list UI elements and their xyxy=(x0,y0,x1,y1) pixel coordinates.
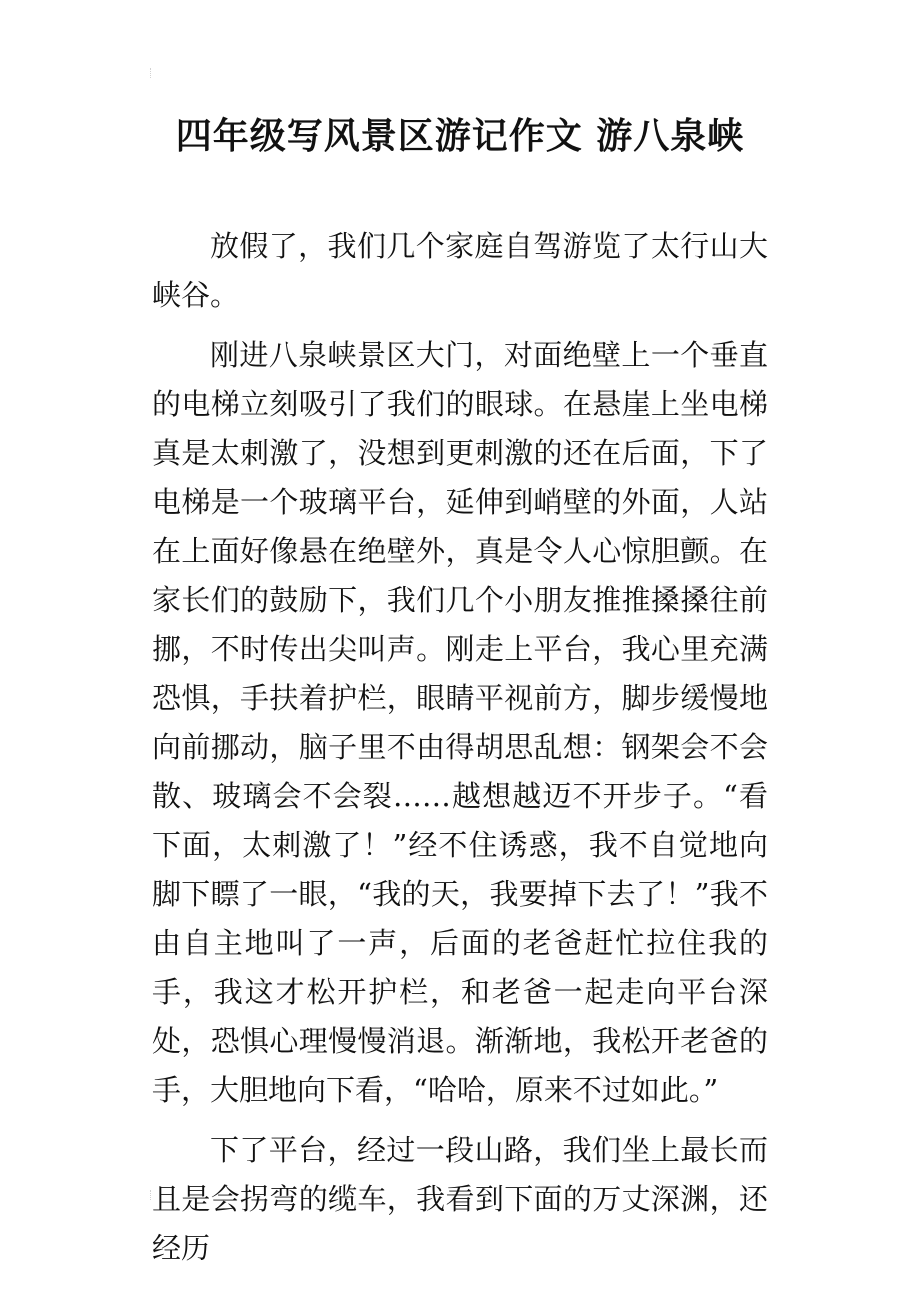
scan-mark-bottom xyxy=(150,1190,157,1200)
scan-mark-top xyxy=(150,68,157,78)
paragraph-1: 放假了，我们几个家庭自驾游览了太行山大峡谷。 xyxy=(152,229,768,312)
paragraph-2: 刚进八泉峡景区大门，对面绝壁上一个垂直的电梯立刻吸引了我们的眼球。在悬崖上坐电梯真是太刺激了，没想到更刺激的还在后面，下了电梯是一个玻璃平台，延伸到峭壁的外面，人站在上面好像悬在绝壁外，真是令人心惊胆颤。在家长们的鼓励下，我们几个小朋友推推搡搡往前挪，不时传出尖叫声。刚走上平台，我心里充满恐惧，手扶着护栏，眼睛平视前方，脚步缓慢地向前挪动，脑子里不由得胡思乱想：钢架会不会散、玻璃会不会裂……越想越迈不开步子。“看下面，太刺激了！”经不住诱惑，我不自觉地向脚下瞟了一眼，“我的天，我要掉下去了！”我不由自主地叫了一声，后面的老爸赶忙拉住我的手，我这才松开护栏，和老爸一起走向平台深处，恐惧心理慢慢消退。渐渐地，我松开老爸的手，大胆地向下看，“哈哈，原来不过如此。” xyxy=(152,338,768,1107)
document-body xyxy=(152,222,768,1273)
paragraph-3: 下了平台，经过一段山路，我们坐上最长而且是会拐弯的缆车，我看到下面的万丈深渊，还经历 xyxy=(152,1133,768,1265)
document-title: 四年级写风景区游记作文 游八泉峡 xyxy=(175,116,745,157)
